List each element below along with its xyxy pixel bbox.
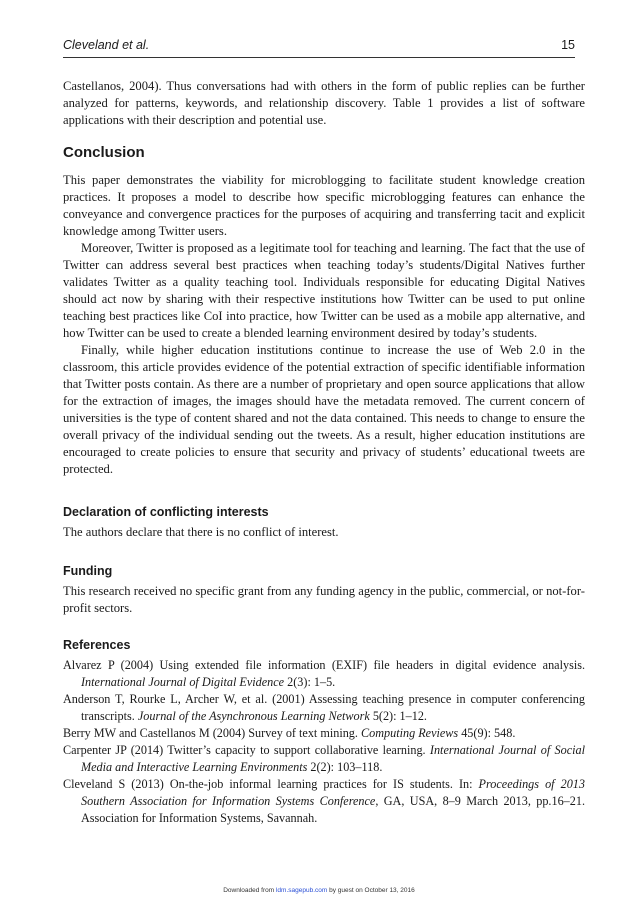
conclusion-paragraph-1: This paper demonstrates the viability for microblogging to facilitate student knowledge creation practices. It proposes a model to describe how specific microblogging features can enhance the conveyance and convergence practices for the purposes of acquiring and transferring tacit and explicit knowledge among Twitter users. [63, 173, 585, 238]
page-number: 15 [561, 38, 575, 52]
references-heading: References [63, 638, 131, 652]
running-header-author: Cleveland et al. [63, 38, 150, 52]
page-body [63, 78, 585, 827]
reference-item: Carpenter JP (2014) Twitter’s capacity to support collaborative learning. International Journal of Social Media and Interactive Learning Environments 2(2): 103–118. [63, 743, 585, 774]
header-rule [63, 57, 575, 58]
running-header [63, 38, 575, 58]
reference-item: Alvarez P (2004) Using extended file information (EXIF) file headers in digital evidence analysis. International Journal of Digital Evidence 2(3): 1–5. [63, 658, 585, 689]
reference-list [63, 657, 585, 827]
funding-text: This research received no specific grant from any funding agency in the public, commercial, or not-for-profit sectors. [63, 584, 585, 615]
declaration-text: The authors declare that there is no conflict of interest. [63, 525, 339, 539]
declaration-heading: Declaration of conflicting interests [63, 505, 269, 519]
footer-suffix: by guest on October 13, 2016 [327, 887, 415, 894]
footer-prefix: Downloaded from [223, 887, 276, 894]
funding-heading: Funding [63, 564, 113, 578]
conclusion-paragraph-3: Finally, while higher education institutions continue to increase the use of Web 2.0 in the classroom, this article provides evidence of the potential extraction of specific identifiable information that Twitter posts contain. As there are a number of proprietary and open source applications that allow for the extraction of images, the images should have the metadata removed. The current concern of universities is the type of content shared and not the data contained. This needs to change to ensure the overall privacy of the individual sending out the tweets. As a result, higher education institutions are encouraged to create policies to ensure that security and privacy of students’ educational tweets are protected. [63, 343, 585, 476]
reference-item: Anderson T, Rourke L, Archer W, et al. (2001) Assessing teaching presence in computer conferencing transcripts. Journal of the Asynchronous Learning Network 5(2): 1–12. [63, 692, 585, 723]
conclusion-paragraph-2: Moreover, Twitter is proposed as a legitimate tool for teaching and learning. The fact that the use of Twitter can address several best practices when teaching today’s students/Digital Natives further validates Twitter as a quality teaching tool. Individuals responsible for educating Digital Natives should act now by sharing with their respective institutions how Twitter can be used to put online teaching best practices like CoI into practice, how Twitter can be used as a mobile app alternative, and how Twitter can be used to create a blended learning environment desired by today’s students. [63, 241, 585, 340]
download-footer [0, 887, 638, 894]
intro-paragraph: Castellanos, 2004). Thus conversations had with others in the form of public replies can be further analyzed for patterns, keywords, and relationship discovery. Table 1 provides a list of software applications with their description and potential use. [63, 79, 585, 127]
conclusion-heading: Conclusion [63, 144, 145, 161]
footer-link[interactable]: ldm.sagepub.com [275, 887, 328, 894]
reference-item: Berry MW and Castellanos M (2004) Survey of text mining. Computing Reviews 45(9): 548. [63, 726, 516, 740]
reference-item: Cleveland S (2013) On-the-job informal learning practices for IS students. In: Proceedings of 2013 Southern Association for Information Systems Conference, GA, USA, 8–9 March 2013, pp.16–21. Association for Information Systems, Savannah. [63, 777, 585, 825]
